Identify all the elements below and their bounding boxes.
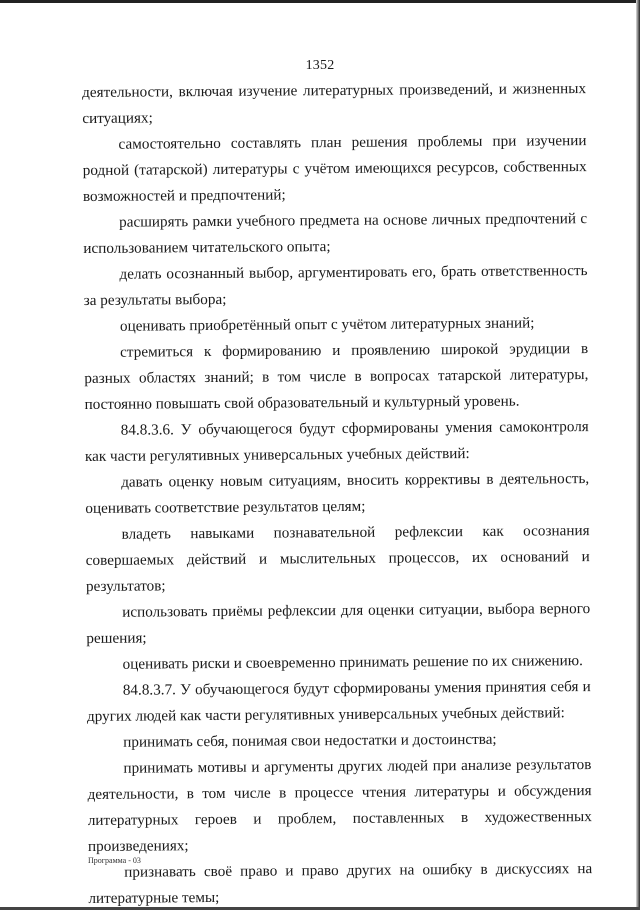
paragraph: признавать своё право и право других на ошибку в дискуссиях на литературные темы; bbox=[88, 860, 593, 907]
page-number: 1352 bbox=[305, 58, 335, 73]
scan-edge-top bbox=[0, 0, 640, 3]
paragraph: самостоятельно составлять план решения проблемы при изучении родной (татарской) литературы с учётом имеющихся ресурсов, собственных возможностей и предпочтений; bbox=[82, 132, 587, 205]
paragraph: принимать себя, понимая свои недостатки и достоинства; bbox=[123, 730, 497, 751]
paragraph: оценивать риски и своевременно принимать решение по их снижению. bbox=[122, 652, 583, 673]
scan-edge-right bbox=[636, 0, 640, 910]
paragraph: давать оценку новым ситуациям, вносить коррективы в деятельность, оценивать соответствие результатов целям; bbox=[85, 470, 590, 517]
paragraph: использовать приёмы рефлексии для оценки ситуации, выбора верного решения; bbox=[86, 600, 591, 647]
section-heading-paragraph: 84.8.3.7. У обучающегося будут сформированы умения принятия себя и других людей как части регулятивных универсальных учебных действий: bbox=[86, 678, 591, 725]
paragraph: расширять рамки учебного предмета на основе личных предпочтений с использованием читательского опыта; bbox=[83, 210, 588, 257]
paragraph: делать осознанный выбор, аргументировать его, брать ответственность за результаты выбора; bbox=[83, 262, 588, 309]
paragraph: принимать мотивы и аргументы других людей при анализе результатов деятельности, в том числе в процессе чтения литературы и обсуждения литературных героев и проблем, поставленных в художественных произведениях; bbox=[87, 756, 592, 855]
section-heading-paragraph: 84.8.3.6. У обучающегося будут сформированы умения самоконтроля как части регулятивных универсальных учебных действий: bbox=[84, 418, 589, 465]
paragraph: владеть навыками познавательной рефлексии как осознания совершаемых действий и мыслительных процессов, их оснований и результатов; bbox=[85, 522, 590, 595]
paragraph: стремиться к формированию и проявлению широкой эрудиции в разных областях знаний; в том числе в вопросах татарской литературы, постоянно повышать свой образовательный и культурный уровень. bbox=[84, 340, 589, 413]
paragraph: оценивать приобретённый опыт с учётом литературных знаний; bbox=[119, 314, 535, 335]
body-text bbox=[82, 76, 593, 912]
footer-label: Программа - 03 bbox=[88, 856, 141, 865]
paragraph-continuation: деятельности, включая изучение литературных произведений, и жизненных ситуациях; bbox=[82, 80, 587, 127]
